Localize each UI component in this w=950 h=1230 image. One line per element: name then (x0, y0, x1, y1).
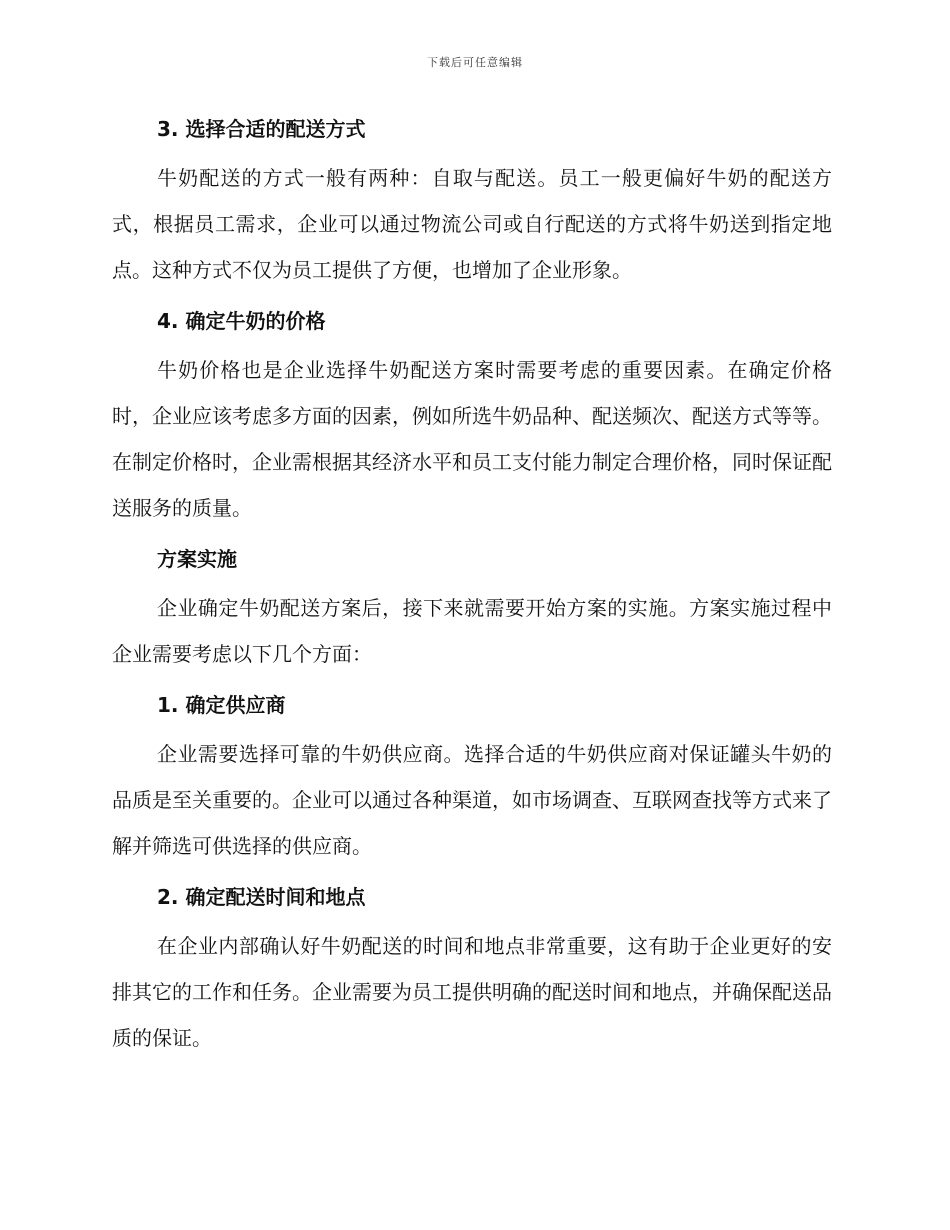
section-heading-4: 4. 确定牛奶的价格 (157, 309, 326, 333)
section-paragraph-4: 牛奶价格也是企业选择牛奶配送方案时需要考虑的重要因素。在确定价格时，企业应该考虑多方面的因素，例如所选牛奶品种、配送频次、配送方式等等。在制定价格时，企业需根据其经济水平和员工支付能力制定合理价格，同时保证配送服务的质量。 (112, 358, 832, 520)
section-paragraph-2: 在企业内部确认好牛奶配送的时间和地点非常重要，这有助于企业更好的安排其它的工作和任务。企业需要为员工提供明确的配送时间和地点，并确保配送品质的保证。 (112, 934, 832, 1050)
document-body (112, 109, 832, 1061)
section-heading-1: 1. 确定供应商 (157, 693, 286, 717)
section-paragraph-1: 企业需要选择可靠的牛奶供应商。选择合适的牛奶供应商对保证罐头牛奶的品质是至关重要的。企业可以通过各种渠道，如市场调查、互联网查找等方式来了解并筛选可供选择的供应商。 (112, 742, 832, 858)
section-heading-implementation: 方案实施 (157, 547, 237, 571)
page-header: 下载后可任意编辑 (427, 56, 523, 69)
section-heading-3: 3. 选择合适的配送方式 (157, 117, 366, 141)
section-heading-2: 2. 确定配送时间和地点 (157, 885, 366, 909)
section-paragraph-3: 牛奶配送的方式一般有两种：自取与配送。员工一般更偏好牛奶的配送方式，根据员工需求，企业可以通过物流公司或自行配送的方式将牛奶送到指定地点。这种方式不仅为员工提供了方便，也增加了企业形象。 (112, 166, 832, 282)
section-paragraph-implementation: 企业确定牛奶配送方案后，接下来就需要开始方案的实施。方案实施过程中企业需要考虑以下几个方面： (112, 596, 832, 666)
